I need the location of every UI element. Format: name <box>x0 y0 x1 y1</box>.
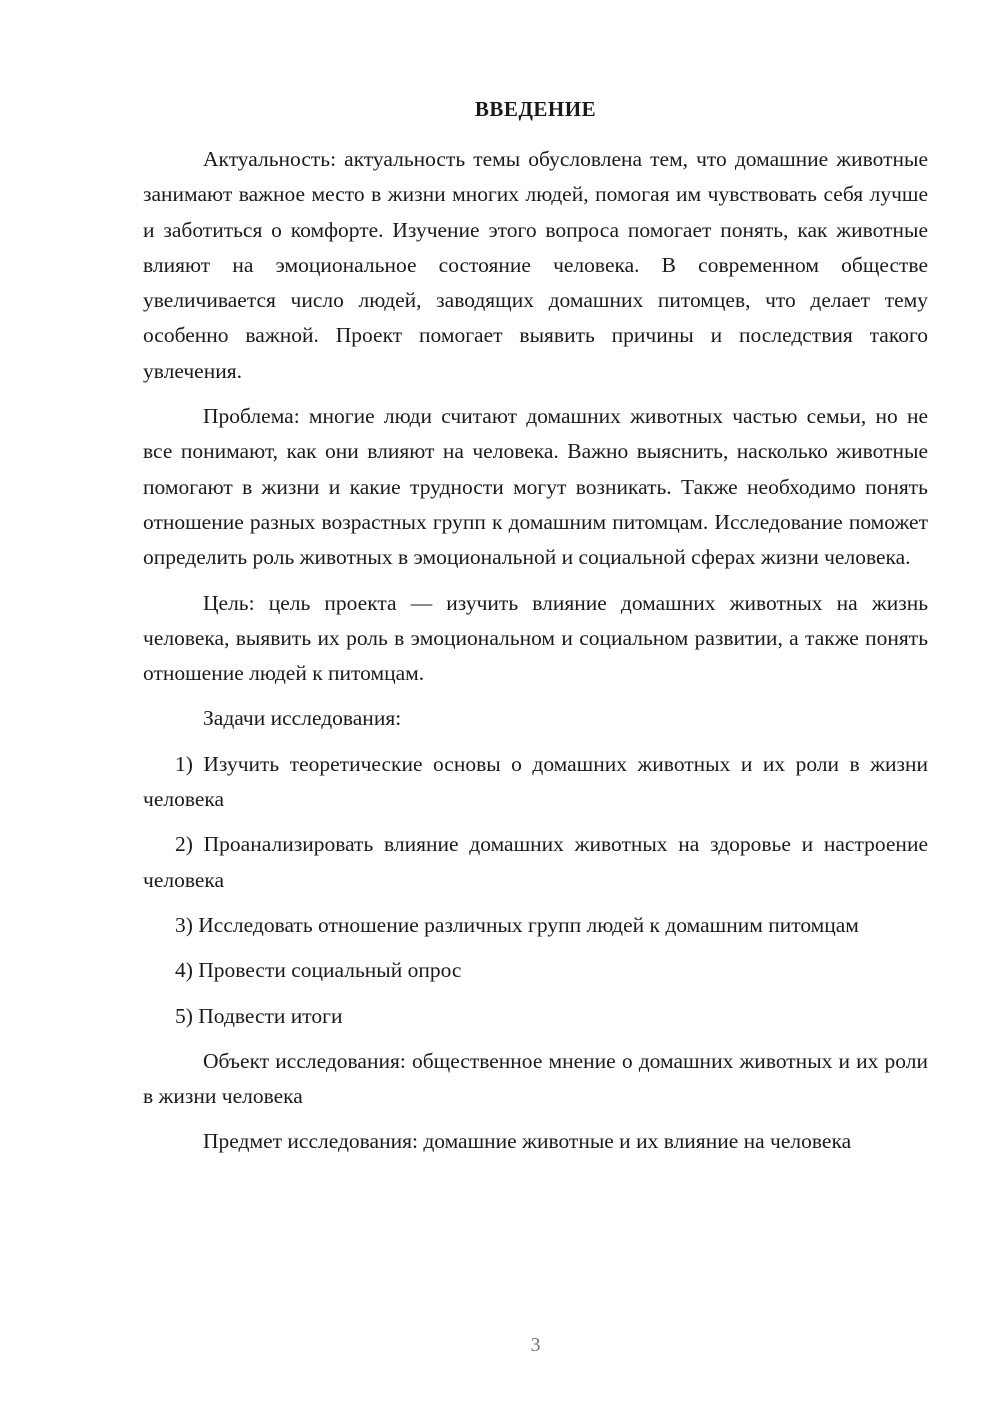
task-item: 3) Исследовать отношение различных групп людей к домашним питомцам <box>175 912 859 937</box>
document-body <box>143 142 928 1170</box>
paragraph-relevance: Актуальность: актуальность темы обусловлена тем, что домашние животные занимают важное место в жизни многих людей, помогая им чувствовать себя лучше и заботиться о комфорте. Изучение этого вопроса помогает понять, как животные влияют на эмоциональное состояние человека. В современном обществе увеличивается число людей, заводящих домашних питомцев, что делает тему особенно важной. Проект помогает выявить причины и последствия такого увлечения. <box>143 147 928 383</box>
paragraph-goal: Цель: цель проекта — изучить влияние домашних животных на жизнь человека, выявить их роль в эмоциональном и социальном развитии, а также понять отношение людей к питомцам. <box>143 590 928 686</box>
task-item: 1) Изучить теоретические основы о домашних животных и их роли в жизни человека <box>143 751 928 812</box>
task-item: 5) Подвести итоги <box>175 1003 343 1028</box>
document-page <box>143 0 928 1414</box>
page-number: 3 <box>530 1334 541 1356</box>
paragraph-object: Объект исследования: общественное мнение о домашних животных и их роли в жизни человека <box>143 1048 928 1109</box>
task-item: 2) Проанализировать влияние домашних животных на здоровье и настроение человека <box>143 832 928 892</box>
paragraph-tasks-heading: Задачи исследования: <box>203 706 402 731</box>
paragraph-subject: Предмет исследования: домашние животные и их влияние на человека <box>203 1129 852 1154</box>
paragraph-problem: Проблема: многие люди считают домашних животных частью семьи, но не все понимают, как они влияют на человека. Важно выяснить, насколько животные помогают в жизни и какие трудности могут возникать. Также необходимо понять отношение разных возрастных групп к домашним питомцам. Исследование поможет определить роль животных в эмоциональной и социальной сферах жизни человека. <box>143 404 928 570</box>
task-item: 4) Провести социальный опрос <box>175 958 462 983</box>
page-title: ВВЕДЕНИЕ <box>474 97 597 121</box>
